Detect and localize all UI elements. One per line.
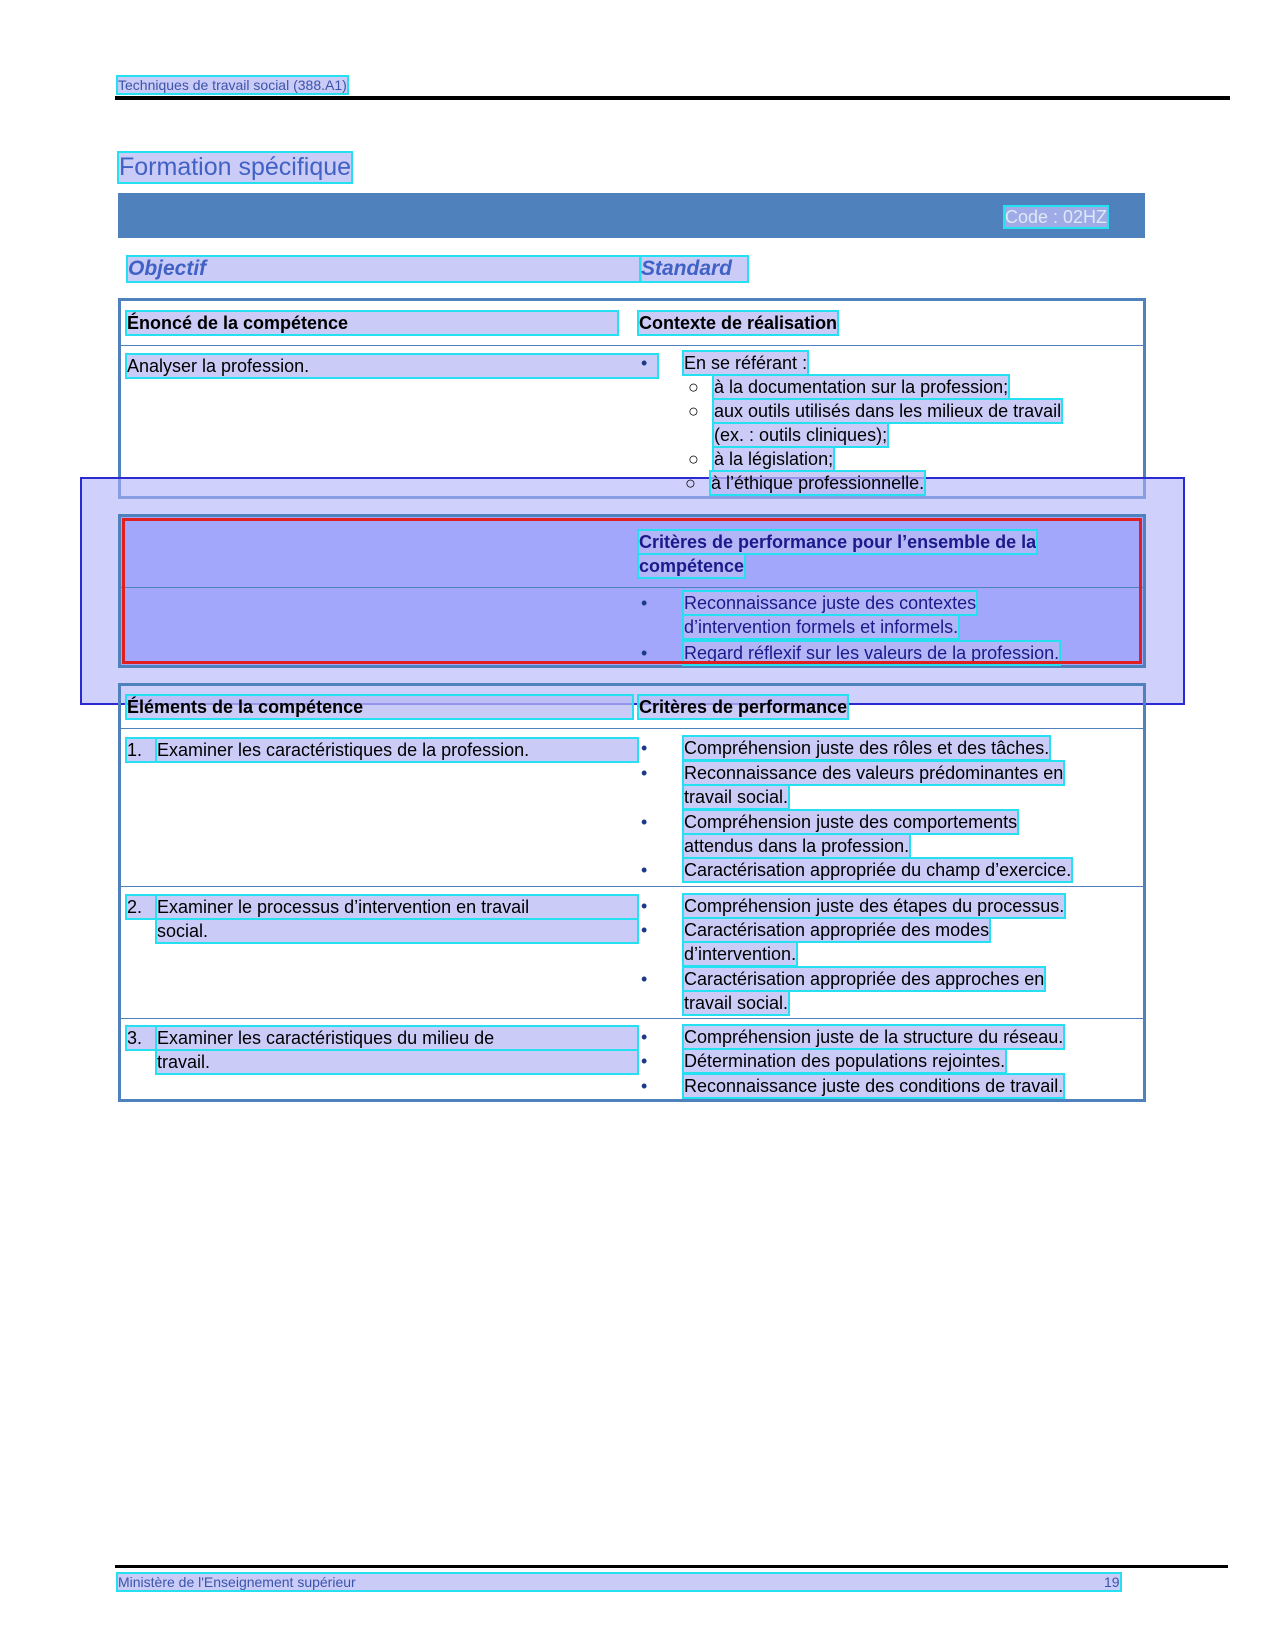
criterion: Compréhension juste des comportements — [684, 812, 1018, 832]
global-criterion: Reconnaissance juste des contextes — [684, 593, 977, 613]
footer-ministry: Ministère de l'Enseignement supérieur — [118, 1574, 1120, 1590]
context-item: (ex. : outils cliniques); — [714, 425, 888, 445]
element-text: social. — [157, 920, 637, 942]
criterion: Compréhension juste de la structure du réseau. — [684, 1027, 1064, 1047]
row-divider — [121, 345, 1143, 346]
criterion: Détermination des populations rejointes. — [684, 1051, 1006, 1071]
context-heading: Contexte de réalisation — [639, 313, 838, 333]
context-item: aux outils utilisés dans les milieux de travail — [714, 401, 1062, 421]
bullet-icon: • — [641, 1076, 648, 1096]
element-number: 2. — [127, 896, 155, 918]
criterion: Reconnaissance des valeurs prédominantes en — [684, 763, 1064, 783]
bullet-icon: • — [641, 860, 648, 880]
code-bar — [118, 193, 1145, 238]
header-rule — [115, 96, 1230, 100]
circle-bullet-icon: ○ — [688, 401, 699, 421]
bullet-icon: • — [641, 1051, 648, 1071]
global-criterion: d’intervention formels et informels. — [684, 617, 959, 637]
context-item: à la législation; — [714, 449, 834, 469]
circle-bullet-icon: ○ — [688, 377, 699, 397]
criterion: Compréhension juste des étapes du processus. — [684, 896, 1065, 916]
circle-bullet-icon: ○ — [688, 449, 699, 469]
document-header: Techniques de travail social (388.A1) — [118, 77, 347, 93]
bullet-icon: • — [641, 593, 648, 613]
criteria-heading: Critères de performance — [639, 697, 848, 717]
bullet-icon: • — [641, 920, 648, 940]
criterion: attendus dans la profession. — [684, 836, 910, 856]
criterion: Compréhension juste des rôles et des tâches. — [684, 738, 1050, 758]
competence-heading: Énoncé de la compétence — [127, 312, 617, 334]
criterion: d’intervention. — [684, 944, 797, 964]
criterion: Caractérisation appropriée des approches en — [684, 969, 1045, 989]
global-criteria-heading: compétence — [639, 556, 745, 576]
element-text: Examiner les caractéristiques du milieu de — [157, 1027, 637, 1049]
criterion: travail social. — [684, 787, 789, 807]
global-criterion: Regard réflexif sur les valeurs de la profession. — [684, 643, 1060, 663]
criterion: Caractérisation appropriée du champ d’exercice. — [684, 860, 1072, 880]
criterion: Reconnaissance juste des conditions de travail. — [684, 1076, 1064, 1096]
circle-bullet-icon: ○ — [685, 473, 696, 493]
context-intro: En se référant : — [684, 353, 808, 373]
bullet-icon: • — [641, 353, 648, 373]
element-text: Examiner le processus d’intervention en travail — [157, 896, 637, 918]
bullet-icon: • — [641, 969, 648, 989]
section-title: Formation spécifique — [119, 153, 352, 181]
competence-statement: Analyser la profession. — [127, 355, 657, 377]
bullet-icon: • — [641, 812, 648, 832]
element-number: 3. — [127, 1027, 155, 1049]
page-number: 19 — [1104, 1574, 1120, 1590]
context-item: à l’éthique professionnelle. — [711, 473, 925, 493]
element-number: 1. — [127, 739, 155, 761]
global-criteria-heading: Critères de performance pour l’ensemble de la — [639, 532, 1037, 552]
row-divider — [121, 1018, 1143, 1019]
context-item: à la documentation sur la profession; — [714, 377, 1009, 397]
element-text: Examiner les caractéristiques de la profession. — [157, 739, 637, 761]
elements-table — [118, 683, 1146, 1102]
bullet-icon: • — [641, 896, 648, 916]
bullet-icon: • — [641, 738, 648, 758]
column-objectif: Objectif — [128, 257, 640, 281]
bullet-icon: • — [641, 1027, 648, 1047]
competence-table — [118, 298, 1146, 499]
footer-rule — [115, 1565, 1228, 1568]
bullet-icon: • — [641, 763, 648, 783]
competency-code: Code : 02HZ — [1005, 207, 1108, 227]
column-standard: Standard — [641, 257, 747, 281]
criterion: Caractérisation appropriée des modes — [684, 920, 990, 940]
row-divider — [121, 886, 1143, 887]
elements-heading: Éléments de la compétence — [127, 696, 632, 718]
row-divider — [121, 728, 1143, 729]
bullet-icon: • — [641, 643, 648, 663]
element-text: travail. — [157, 1051, 637, 1073]
criterion: travail social. — [684, 993, 789, 1013]
selected-block-outline — [122, 518, 1142, 664]
